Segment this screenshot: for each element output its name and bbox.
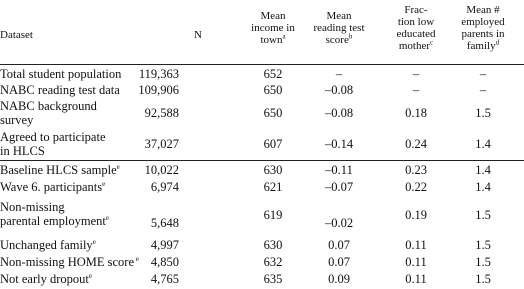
cell-mother: 0.11 <box>405 255 427 269</box>
table-row <box>0 162 524 179</box>
cell-parents: 1.5 <box>475 272 491 286</box>
cell-mother: 0.19 <box>405 208 427 222</box>
table-row <box>0 179 524 196</box>
cell-reading: –0.02 <box>324 216 354 230</box>
table-row <box>0 254 524 271</box>
cell-parents: 1.5 <box>475 255 491 269</box>
table-row <box>0 271 524 288</box>
cell-n: 10,022 <box>144 163 179 177</box>
cell-mother: 0.23 <box>405 163 427 177</box>
table-row <box>0 129 524 160</box>
cell-income: 650 <box>263 83 283 97</box>
header-dataset: Dataset <box>0 29 33 41</box>
cell-reading: 0.09 <box>328 272 350 286</box>
header-rule <box>0 64 524 65</box>
cell-parents: 1.5 <box>475 238 491 252</box>
cell-income: 652 <box>263 67 283 81</box>
header-parents: Mean # employed parents in family$^d$ <box>461 4 505 52</box>
cell-income: 635 <box>263 272 283 286</box>
row-label: Total student population <box>0 67 122 81</box>
table-header <box>0 0 524 60</box>
table-row <box>0 196 524 237</box>
row-label: NABC reading test data <box>0 83 120 97</box>
table-row <box>0 82 524 98</box>
cell-income: 650 <box>263 106 283 120</box>
cell-parents: 1.5 <box>475 208 491 222</box>
cell-n: 109,906 <box>138 83 179 97</box>
section-rule <box>0 160 524 161</box>
cell-mother: 0.22 <box>405 180 427 194</box>
cell-reading: 0.07 <box>328 255 350 269</box>
cell-n: 5,648 <box>150 216 179 230</box>
cell-mother: – <box>412 83 420 97</box>
cell-n: 37,027 <box>144 137 179 151</box>
row-label: Agreed to participate in HLCS <box>0 130 106 158</box>
cell-mother: 0.24 <box>405 137 427 151</box>
cell-mother: 0.11 <box>405 272 427 286</box>
cell-reading: – <box>335 67 343 81</box>
cell-reading: –0.14 <box>324 137 354 151</box>
cell-income: 630 <box>263 163 283 177</box>
cell-reading: –0.11 <box>325 163 353 177</box>
row-label: Baseline HLCS sample$^e$ <box>0 162 120 177</box>
row-label: Wave 6. participants$^e$ <box>0 179 106 194</box>
cell-parents: – <box>479 67 487 81</box>
cell-n: 4,765 <box>150 272 179 286</box>
header-reading: Mean reading test score$^b$ <box>313 10 365 46</box>
row-label: Unchanged family$^e$ <box>0 237 96 252</box>
header-income: Mean income in town$^a$ <box>251 10 295 46</box>
cell-reading: –0.08 <box>324 106 354 120</box>
row-label: Not early dropout$^e$ <box>0 271 92 286</box>
table-row <box>0 237 524 254</box>
cell-income: 621 <box>263 180 283 194</box>
row-label: Non-missing HOME score $^e$ <box>0 254 139 269</box>
cell-income: 619 <box>263 208 283 222</box>
cell-parents: 1.4 <box>475 137 491 151</box>
cell-parents: – <box>479 83 487 97</box>
cell-reading: 0.07 <box>328 238 350 252</box>
cell-n: 4,850 <box>150 255 179 269</box>
cell-parents: 1.4 <box>475 180 491 194</box>
cell-parents: 1.5 <box>475 106 491 120</box>
cell-mother: 0.11 <box>405 238 427 252</box>
row-label: Non-missing parental employment$^e$ <box>0 200 109 228</box>
header-mother: Frac- tion low educated mother$^c$ <box>396 4 436 52</box>
cell-reading: –0.07 <box>324 180 354 194</box>
table-row <box>0 98 524 129</box>
cell-n: 4,997 <box>150 238 179 252</box>
cell-income: 632 <box>263 255 283 269</box>
cell-n: 6,974 <box>150 180 179 194</box>
table-row <box>0 66 524 82</box>
cell-income: 607 <box>263 137 283 151</box>
row-label: NABC background survey <box>0 99 97 127</box>
header-n: N <box>194 29 202 41</box>
cell-mother: – <box>412 67 420 81</box>
cell-n: 92,588 <box>144 106 179 120</box>
cell-reading: –0.08 <box>324 83 354 97</box>
cell-n: 119,363 <box>138 67 179 81</box>
cell-parents: 1.4 <box>475 163 491 177</box>
cell-mother: 0.18 <box>405 106 427 120</box>
cell-income: 630 <box>263 238 283 252</box>
